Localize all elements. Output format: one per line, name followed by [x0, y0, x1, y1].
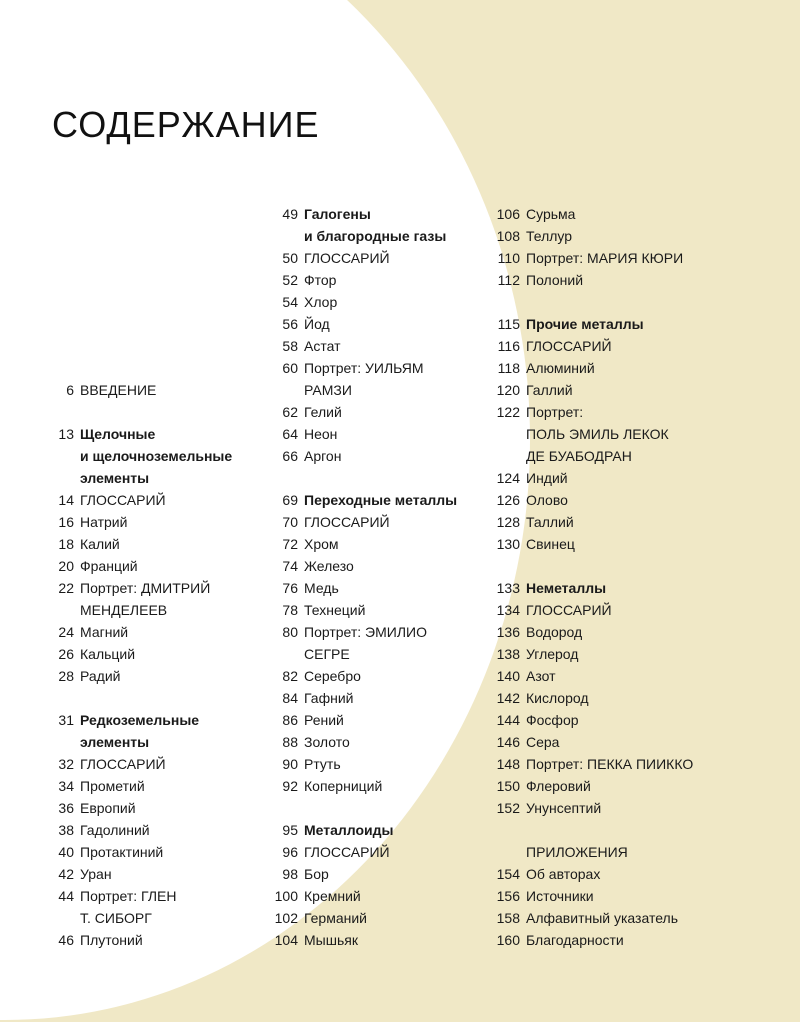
toc-section-heading — [0, 313, 800, 335]
page-number: 13 — [58, 426, 74, 442]
toc-entry — [0, 863, 800, 885]
entry-title: РАМЗИ — [304, 382, 352, 398]
entry-title: Неметаллы — [526, 580, 607, 596]
page-number: 20 — [58, 558, 74, 574]
page-number: 62 — [282, 404, 298, 420]
toc-entry — [0, 687, 800, 709]
page-number: 95 — [282, 822, 298, 838]
entry-title: элементы — [80, 470, 150, 486]
entry-title: Золото — [304, 734, 350, 750]
entry-title: Рений — [304, 712, 344, 728]
entry-title: Галлий — [526, 382, 573, 398]
page-number: 54 — [282, 294, 298, 310]
entry-title: Кремний — [304, 888, 361, 904]
page-number: 128 — [496, 514, 520, 530]
page-number: 122 — [496, 404, 520, 420]
page-number: 142 — [496, 690, 520, 706]
page-number: 102 — [274, 910, 298, 926]
entry-title: ГЛОССАРИЙ — [80, 492, 166, 508]
page-number: 136 — [496, 624, 520, 640]
entry-title: Флеровий — [526, 778, 591, 794]
page-number: 112 — [497, 272, 520, 288]
entry-title: Фосфор — [526, 712, 579, 728]
entry-title: Кальций — [80, 646, 136, 662]
entry-title: Плутоний — [80, 932, 143, 948]
toc-entry — [0, 885, 800, 907]
page-number: 28 — [58, 668, 74, 684]
page-number: 82 — [282, 668, 298, 684]
page-number: 108 — [496, 228, 520, 244]
toc-entry — [0, 599, 800, 621]
page-number: 154 — [496, 866, 520, 882]
entry-title: Портрет: МАРИЯ КЮРИ — [526, 250, 684, 266]
entry-title: ГЛОССАРИЙ — [526, 602, 612, 618]
entry-title: Радий — [80, 668, 121, 684]
entry-title: Прометий — [80, 778, 145, 794]
toc-entry — [0, 423, 800, 445]
page-number: 100 — [274, 888, 298, 904]
entry-title: Хром — [304, 536, 339, 552]
entry-title: Уран — [80, 866, 112, 882]
entry-title: Свинец — [526, 536, 575, 552]
entry-title: ГЛОССАРИЙ — [304, 250, 390, 266]
entry-title: Железо — [304, 558, 354, 574]
page-number: 56 — [282, 316, 298, 332]
page-number: 26 — [58, 646, 74, 662]
page-number: 152 — [496, 800, 520, 816]
entry-title: Портрет: ДМИТРИЙ — [80, 580, 211, 596]
entry-title: Гафний — [304, 690, 354, 706]
entry-title: ГЛОССАРИЙ — [304, 514, 390, 530]
page-number: 36 — [58, 800, 74, 816]
toc-entry — [0, 731, 800, 753]
toc-entry — [0, 203, 800, 225]
page-number: 70 — [282, 514, 298, 530]
page-number: 42 — [58, 866, 74, 882]
entry-title: ДЕ БУАБОДРАН — [526, 448, 632, 464]
entry-title: Полоний — [526, 272, 584, 288]
entry-title: Щелочные — [80, 426, 156, 442]
entry-title: Хлор — [304, 294, 338, 310]
entry-title: элементы — [80, 734, 150, 750]
toc-entry — [0, 775, 800, 797]
toc-entry — [0, 225, 800, 247]
page-number: 115 — [497, 316, 520, 332]
entry-title: Йод — [304, 316, 330, 332]
entry-title: Гадолиний — [80, 822, 150, 838]
toc-entry — [0, 247, 800, 269]
page-number: 50 — [282, 250, 298, 266]
entry-title: Портрет: ЭМИЛИО — [304, 624, 427, 640]
entry-title: Таллий — [526, 514, 574, 530]
entry-title: Алюминий — [526, 360, 595, 376]
entry-title: Ртуть — [304, 756, 341, 772]
page-number: 144 — [496, 712, 520, 728]
page-number: 78 — [282, 602, 298, 618]
page-number: 138 — [496, 646, 520, 662]
entry-title: Портрет: УИЛЬЯМ — [304, 360, 424, 376]
entry-title: ПОЛЬ ЭМИЛЬ ЛЕКОК — [526, 426, 669, 442]
entry-title: ВВЕДЕНИЕ — [80, 382, 157, 398]
section-gap — [0, 819, 800, 841]
toc-entry — [0, 709, 800, 731]
page-number — [0, 445, 526, 467]
toc-entry — [0, 643, 800, 665]
entry-title: ГЛОССАРИЙ — [304, 844, 390, 860]
page-number: 88 — [282, 734, 298, 750]
entry-title: Углерод — [526, 646, 579, 662]
toc-entry — [0, 401, 800, 423]
entry-title: Редкоземельные — [80, 712, 200, 728]
entry-title: Благодарности — [526, 932, 624, 948]
entry-title: Германий — [304, 910, 367, 926]
page-number: 6 — [66, 382, 74, 398]
page-number: 116 — [497, 338, 520, 354]
entry-title: Аргон — [304, 448, 342, 464]
entry-title: Технеций — [304, 602, 366, 618]
toc-entry — [0, 357, 800, 379]
entry-title: Об авторах — [526, 866, 601, 882]
entry-title: Алфавитный указатель — [526, 910, 678, 926]
page-number: 133 — [496, 580, 520, 596]
toc-entry — [0, 929, 800, 951]
toc-entry — [0, 511, 800, 533]
page-number: 84 — [282, 690, 298, 706]
entry-title: Мышьяк — [304, 932, 358, 948]
page-number: 24 — [58, 624, 74, 640]
entry-title: Портрет: ПЕККА ПИИККО — [526, 756, 694, 772]
entry-title: Портрет: — [526, 404, 584, 420]
page-title: СОДЕРЖАНИЕ — [52, 104, 320, 145]
page-number: 124 — [496, 470, 520, 486]
page-number: 150 — [496, 778, 520, 794]
entry-title: Переходные металлы — [304, 492, 458, 508]
entry-title: и благородные газы — [304, 228, 447, 244]
entry-title: Галогены — [304, 206, 371, 222]
page-number: 134 — [496, 602, 520, 618]
page-number: 98 — [282, 866, 298, 882]
page-number: 160 — [496, 932, 520, 948]
toc-entry — [0, 907, 800, 929]
toc-entry — [0, 753, 800, 775]
entry-title: Источники — [526, 888, 594, 904]
entry-title: Сурьма — [526, 206, 576, 222]
entry-title: Натрий — [80, 514, 128, 530]
page-number: 156 — [496, 888, 520, 904]
entry-title: Кислород — [526, 690, 589, 706]
entry-title: Серебро — [304, 668, 361, 684]
entry-title: Т. СИБОРГ — [80, 910, 152, 926]
section-gap — [0, 555, 800, 577]
entry-title: Бор — [304, 866, 329, 882]
entry-title: Теллур — [526, 228, 573, 244]
page-number: 130 — [496, 536, 520, 552]
page-number: 92 — [282, 778, 298, 794]
page-number: 58 — [282, 338, 298, 354]
page-number: 146 — [496, 734, 520, 750]
page-number: 148 — [496, 756, 520, 772]
page-number: 16 — [58, 514, 74, 530]
page-number: 80 — [282, 624, 298, 640]
page-number: 32 — [58, 756, 74, 772]
entry-title: Астат — [304, 338, 341, 354]
page-number: 38 — [58, 822, 74, 838]
page-number: 40 — [58, 844, 74, 860]
toc-entry — [0, 665, 800, 687]
entry-title: Олово — [526, 492, 568, 508]
section-gap — [0, 291, 800, 313]
entry-title: Протактиний — [80, 844, 164, 860]
entry-title: Магний — [80, 624, 129, 640]
toc-column-3 — [0, 203, 800, 951]
entry-title: Фтор — [304, 272, 337, 288]
page-number: 104 — [274, 932, 298, 948]
toc-entry — [0, 621, 800, 643]
page-number: 69 — [282, 492, 298, 508]
page-number: 14 — [58, 492, 74, 508]
toc-entry — [0, 533, 800, 555]
entry-title: Водород — [526, 624, 583, 640]
page-number: 110 — [497, 250, 520, 266]
page-number: 60 — [282, 360, 298, 376]
page-number: 74 — [282, 558, 298, 574]
page-number: 34 — [58, 778, 74, 794]
page-number — [0, 841, 526, 863]
toc-entry — [0, 269, 800, 291]
page-number: 72 — [282, 536, 298, 552]
entry-title: ПРИЛОЖЕНИЯ — [526, 844, 628, 860]
toc-section-heading — [0, 577, 800, 599]
entry-title: Металлоиды — [304, 822, 394, 838]
page-number: 64 — [282, 426, 298, 442]
page-number: 52 — [282, 272, 298, 288]
page-number: 66 — [282, 448, 298, 464]
entry-title: Медь — [304, 580, 339, 596]
entry-title: ГЛОССАРИЙ — [526, 338, 612, 354]
entry-title: Сера — [526, 734, 560, 750]
toc-entry — [0, 489, 800, 511]
toc-entry — [0, 841, 800, 863]
entry-title: Европий — [80, 800, 136, 816]
page-number: 86 — [282, 712, 298, 728]
entry-title: Портрет: ГЛЕН — [80, 888, 177, 904]
entry-title: Франций — [80, 558, 138, 574]
toc-entry — [0, 379, 800, 401]
page-number: 18 — [58, 536, 74, 552]
toc-entry — [0, 797, 800, 819]
page-number — [0, 423, 526, 445]
entry-title: Коперниций — [304, 778, 383, 794]
entry-title: Прочие металлы — [526, 316, 644, 332]
page-number: 120 — [496, 382, 520, 398]
toc-entry — [0, 467, 800, 489]
entry-title: Неон — [304, 426, 338, 442]
page-number: 106 — [496, 206, 520, 222]
entry-title: СЕГРЕ — [304, 646, 350, 662]
page-number: 140 — [496, 668, 520, 684]
page-number: 31 — [58, 712, 74, 728]
page-number: 46 — [58, 932, 74, 948]
toc-entry — [0, 445, 800, 467]
entry-title: и щелочноземельные — [80, 448, 233, 464]
page-number: 96 — [282, 844, 298, 860]
page-number: 126 — [496, 492, 520, 508]
entry-title: Гелий — [304, 404, 342, 420]
entry-title: Азот — [526, 668, 556, 684]
entry-title: Калий — [80, 536, 120, 552]
entry-title: Индий — [526, 470, 568, 486]
page-number: 90 — [282, 756, 298, 772]
page-number: 76 — [282, 580, 298, 596]
entry-title: МЕНДЕЛЕЕВ — [80, 602, 168, 618]
entry-title: Унунсептий — [526, 800, 602, 816]
page-number: 118 — [497, 360, 520, 376]
entry-title: ГЛОССАРИЙ — [80, 756, 166, 772]
page-number: 158 — [496, 910, 520, 926]
page-number: 49 — [282, 206, 298, 222]
page-number: 22 — [58, 580, 74, 596]
toc-entry — [0, 335, 800, 357]
page-number: 44 — [58, 888, 74, 904]
